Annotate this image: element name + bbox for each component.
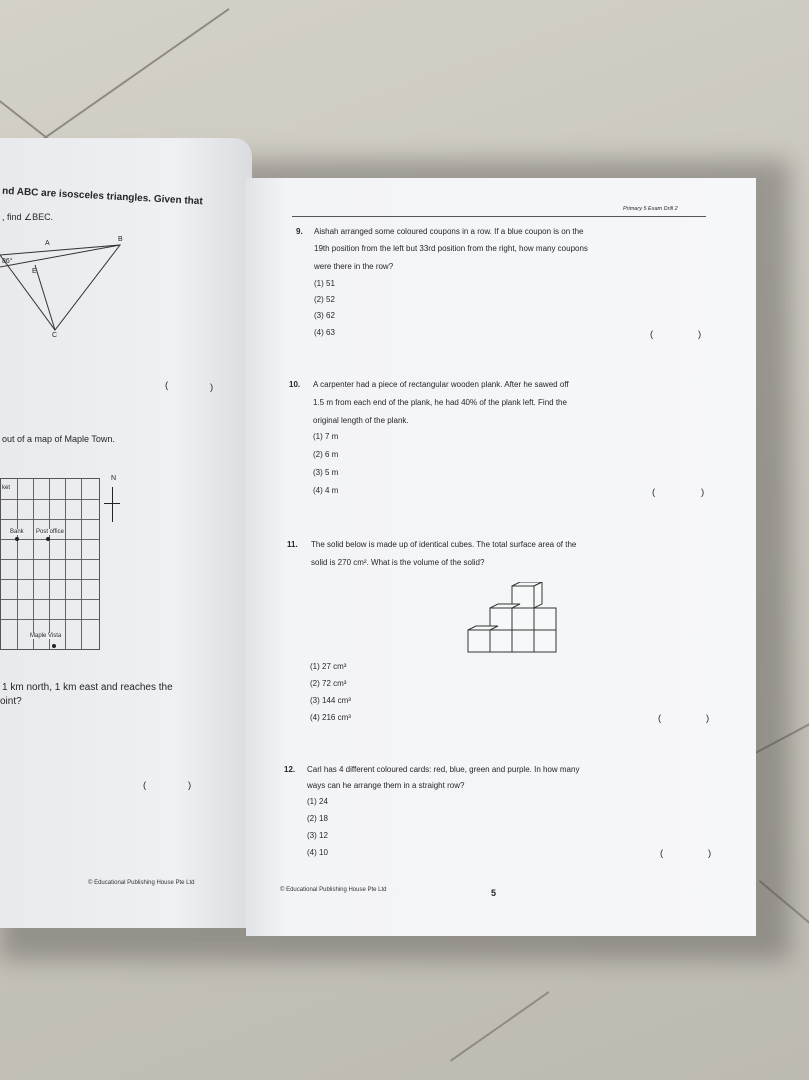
left-heading-line2: , find ∠BEC. (2, 212, 54, 222)
question-9-number: 9. (296, 227, 303, 236)
question-11-option-1[interactable]: (1) 27 cm³ (310, 662, 347, 671)
question-12-line1: Carl has 4 different coloured cards: red, blue, green and purple. In how many (307, 765, 580, 774)
map-label-bank: Bank (10, 529, 24, 535)
map-corner-label: ket (2, 485, 11, 491)
map-dot (15, 537, 19, 541)
point-b-label: B (118, 236, 123, 243)
question-10-line3: original length of the plank. (313, 416, 409, 425)
question-11-option-2[interactable]: (2) 72 cm³ (310, 679, 347, 688)
compass-north-arrow-icon (112, 487, 113, 522)
question-10-bracket-close: ) (701, 487, 705, 498)
question-12-option-3[interactable]: (3) 12 (307, 831, 328, 840)
question-9-option-3[interactable]: (3) 62 (314, 311, 335, 320)
left-question-line1: 1 km north, 1 km east and reaches the (2, 682, 173, 693)
header-rule (292, 216, 706, 217)
left-footer: © Educational Publishing House Pte Ltd (88, 880, 195, 886)
question-11-number: 11. (287, 540, 298, 549)
map-dot (52, 644, 56, 648)
left-bracket-open-2: ( (143, 780, 147, 791)
left-bracket-open: ( (165, 380, 169, 391)
triangle-side (0, 245, 120, 330)
question-12-option-2[interactable]: (2) 18 (307, 814, 328, 823)
question-9-line2: 19th position from the left but 33rd position from the right, how many coupons (314, 244, 588, 253)
cube-solid-figure (460, 582, 560, 664)
question-11-option-4[interactable]: (4) 216 cm³ (310, 713, 351, 722)
left-question-line2: oint? (0, 696, 22, 707)
question-10-option-1[interactable]: (1) 7 m (313, 432, 339, 441)
left-bracket-close: ) (210, 382, 214, 393)
question-9-option-4[interactable]: (4) 63 (314, 328, 335, 337)
map-label-post-office: Post office (36, 529, 64, 535)
point-c-label: C (52, 332, 58, 339)
page-number: 5 (491, 888, 497, 898)
question-9-option-2[interactable]: (2) 52 (314, 295, 335, 304)
map-label-maple-vista: Maple Vista (30, 633, 62, 639)
question-10-bracket-open: ( (652, 487, 656, 498)
question-10-option-3[interactable]: (3) 5 m (313, 468, 339, 477)
town-map-grid (0, 478, 100, 650)
question-12-bracket-close: ) (708, 848, 712, 859)
question-10-line1: A carpenter had a piece of rectangular wooden plank. After he sawed off (313, 380, 569, 389)
question-9-option-1[interactable]: (1) 51 (314, 279, 335, 288)
question-9-line1: Aishah arranged some coloured coupons in a row. If a blue coupon is on the (314, 227, 584, 236)
compass-cross-line (104, 503, 120, 504)
left-bracket-close-2: ) (188, 780, 192, 791)
question-9-bracket-open: ( (650, 329, 654, 340)
question-11-line2: solid is 270 cm². What is the volume of the solid? (311, 558, 485, 567)
page-header: Primary 5 Exam Drill 2 (623, 206, 678, 212)
question-9-bracket-close: ) (698, 329, 702, 340)
triangle-side (0, 245, 120, 267)
question-11-bracket-open: ( (658, 713, 662, 724)
map-prompt: out of a map of Maple Town. (2, 434, 115, 444)
question-9-line3: were there in the row? (314, 262, 394, 271)
angle-label: 86° (2, 258, 13, 265)
compass-n-label: N (111, 475, 117, 482)
point-e-label: E (32, 268, 37, 275)
question-11-line1: The solid below is made up of identical cubes. The total surface area of the (311, 540, 577, 549)
question-12-number: 12. (284, 765, 296, 774)
right-footer: © Educational Publishing House Pte Ltd (280, 887, 387, 893)
question-12-option-4[interactable]: (4) 10 (307, 848, 328, 857)
question-12-bracket-open: ( (660, 848, 664, 859)
question-12-line2: ways can he arrange them in a straight row? (307, 781, 465, 790)
question-12-option-1[interactable]: (1) 24 (307, 797, 328, 806)
question-10-number: 10. (289, 380, 301, 389)
point-a-label: A (45, 240, 50, 247)
question-11-option-3[interactable]: (3) 144 cm³ (310, 696, 351, 705)
question-10-option-4[interactable]: (4) 4 m (313, 486, 339, 495)
map-dot (46, 537, 50, 541)
left-heading-line1: nd ABC are isosceles triangles. Given that (1, 185, 203, 208)
question-10-option-2[interactable]: (2) 6 m (313, 450, 339, 459)
question-10-line2: 1.5 m from each end of the plank, he had 40% of the plank left. Find the (313, 398, 567, 407)
triangle-side (35, 265, 55, 330)
question-11-bracket-close: ) (706, 713, 710, 724)
triangle-figure (0, 225, 140, 345)
